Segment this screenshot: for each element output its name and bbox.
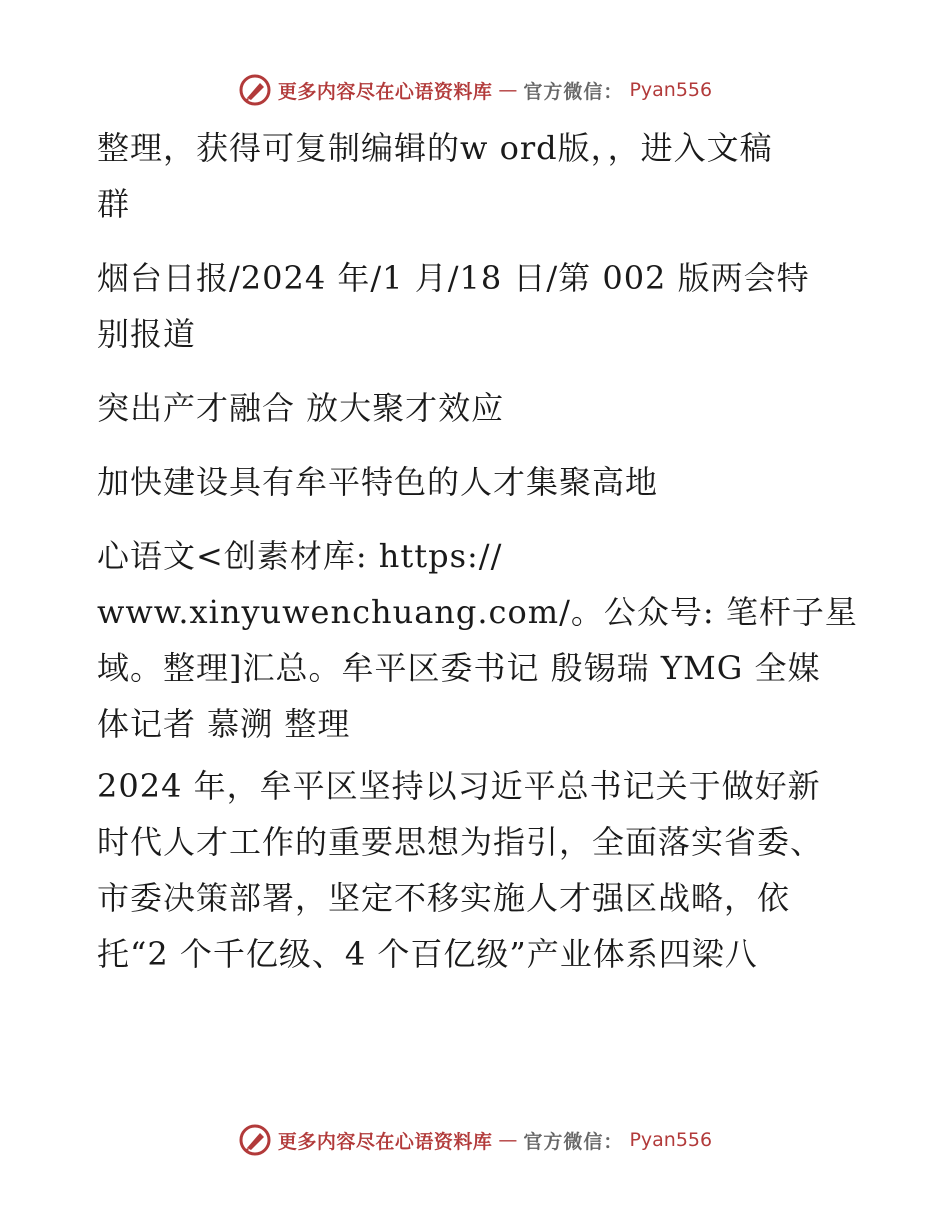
- paragraph-source: [97, 250, 857, 362]
- text-line: 烟台日报/2024 年/1 月/18 日/第 002 版两会特: [97, 259, 810, 297]
- article-title: [97, 380, 857, 436]
- text-line: 体记者 慕溯 整理: [97, 705, 351, 743]
- text-line: 别报道: [97, 315, 197, 353]
- header-banner: [0, 73, 950, 107]
- text-line: 心语文<创素材库: https://: [97, 537, 503, 575]
- banner-main-text: 更多内容尽在心语资料库: [277, 80, 493, 103]
- footer-banner: [0, 1123, 950, 1157]
- text-line: 托“2 个千亿级、4 个百亿级”产业体系四梁八: [97, 935, 758, 973]
- banner-wechat-id: Pyan556: [629, 79, 713, 101]
- text-line: 突出产才融合 放大聚才效应: [97, 389, 505, 427]
- text-line: 加快建设具有牟平特色的人才集聚高地: [97, 463, 659, 501]
- banner-dash: —: [498, 79, 518, 101]
- banner-official-label: 官方微信：: [523, 1130, 624, 1153]
- paragraph-intro: [97, 120, 857, 232]
- text-line: 群: [97, 185, 131, 223]
- paragraph-body: [97, 758, 857, 982]
- banner-dash: —: [498, 1129, 518, 1151]
- text-line: www.xinyuwenchuang.com/。公众号: 笔杆子星: [97, 593, 858, 631]
- banner-main-text: 更多内容尽在心语资料库: [277, 1130, 493, 1153]
- pen-circle-logo-icon: [238, 73, 272, 107]
- text-line: 时代人才工作的重要思想为指引，全面落实省委、: [97, 823, 824, 861]
- banner-wechat-id: Pyan556: [629, 1129, 713, 1151]
- pen-circle-logo-icon: [238, 1123, 272, 1157]
- document-body: [97, 120, 857, 982]
- text-line: 整理，获得可复制编辑的w ord版，，进入文稿: [97, 129, 773, 167]
- paragraph-byline: [97, 528, 857, 752]
- text-line: 2024 年，牟平区坚持以习近平总书记关于做好新: [97, 767, 821, 805]
- text-line: 域。整理]汇总。牟平区委书记 殷锡瑞 YMG 全媒: [97, 649, 821, 687]
- text-line: 市委决策部署，坚定不移实施人才强区战略，依: [97, 879, 791, 917]
- article-subtitle: [97, 454, 857, 510]
- banner-official-label: 官方微信：: [523, 80, 624, 103]
